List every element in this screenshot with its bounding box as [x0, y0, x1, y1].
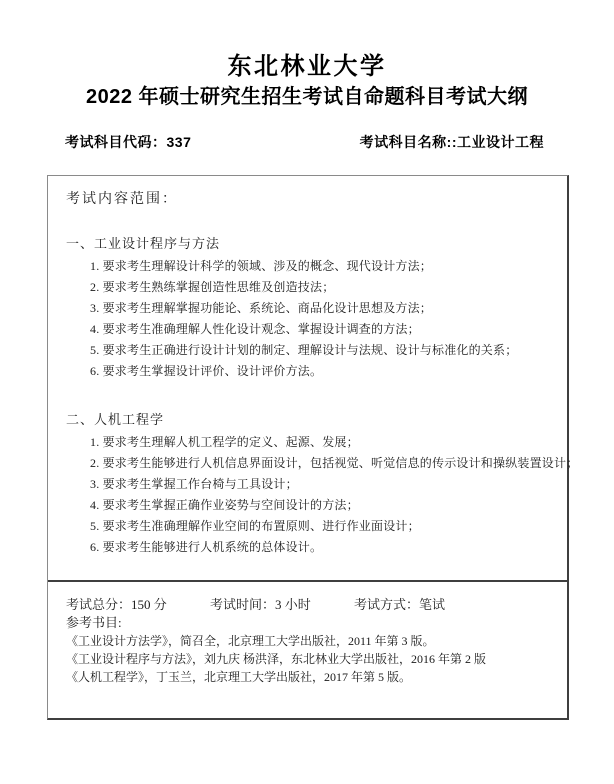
section-2-heading: 二、人机工程学 [66, 412, 165, 427]
subject-name: 考试科目名称::工业设计工程 [359, 134, 544, 150]
section-1-item: 5. 要求考生正确进行设计计划的制定、理解设计与法规、设计与标准化的关系； [90, 343, 518, 357]
subject-code: 考试科目代码：337 [65, 134, 192, 150]
reference-item: 《人机工程学》，丁玉兰，北京理工大学出版社，2017 年第 5 版。 [66, 670, 412, 684]
section-2-item: 6. 要求考生能够进行人机系统的总体设计。 [90, 540, 323, 554]
reference-item: 《工业设计程序与方法》，刘九庆 杨洪泽，东北林业大学出版社，2016 年第 2 版 [66, 652, 487, 666]
references-label: 参考书目: [66, 615, 122, 630]
scope-label: 考试内容范围： [66, 192, 178, 207]
content-box [47, 175, 579, 720]
section-1-item: 4. 要求考生准确理解人性化设计观念、掌握设计调查的方法； [90, 322, 420, 336]
section-2-item: 2. 要求考生能够进行人机信息界面设计，包括视觉、听觉信息的传示设计和操纵装置设计； [90, 456, 579, 470]
section-1-item: 1. 要求考生理解设计科学的领域、涉及的概念、现代设计方法； [90, 259, 433, 273]
exam-stats-row [66, 596, 559, 614]
section-2-item-list [66, 432, 579, 558]
section-1-item: 3. 要求考生理解掌握功能论、系统论、商品化设计思想及方法； [90, 301, 433, 315]
section-2-item: 1. 要求考生理解人机工程学的定义、起源、发展； [90, 435, 359, 449]
exam-scope-section [48, 176, 579, 580]
section-1-heading: 一、工业设计程序与方法 [66, 236, 221, 251]
section-1-item: 2. 要求考生熟练掌握创造性思维及创造技法； [90, 280, 335, 294]
exam-info-section [48, 580, 567, 718]
university-title: 东北林业大学 [227, 53, 387, 80]
reference-item: 《工业设计方法学》，简召全，北京理工大学出版社，2011 年第 3 版。 [66, 634, 435, 648]
section-2-item: 3. 要求考生掌握工作台椅与工具设计； [90, 477, 298, 491]
exam-total-score: 考试总分：150 分 [66, 597, 167, 612]
section-2-item: 5. 要求考生准确理解作业空间的布置原则、进行作业面设计； [90, 519, 420, 533]
doc-subtitle: 2022 年硕士研究生招生考试自命题科目考试大纲 [85, 86, 529, 108]
exam-method: 考试方式：笔试 [354, 597, 446, 612]
section-1-item-list [66, 256, 559, 382]
subject-meta-row [0, 134, 614, 151]
section-2-item: 4. 要求考生掌握正确作业姿势与空间设计的方法； [90, 498, 359, 512]
exam-duration: 考试时间：3 小时 [210, 597, 311, 612]
section-1-item: 6. 要求考生掌握设计评价、设计评价方法。 [90, 364, 323, 378]
